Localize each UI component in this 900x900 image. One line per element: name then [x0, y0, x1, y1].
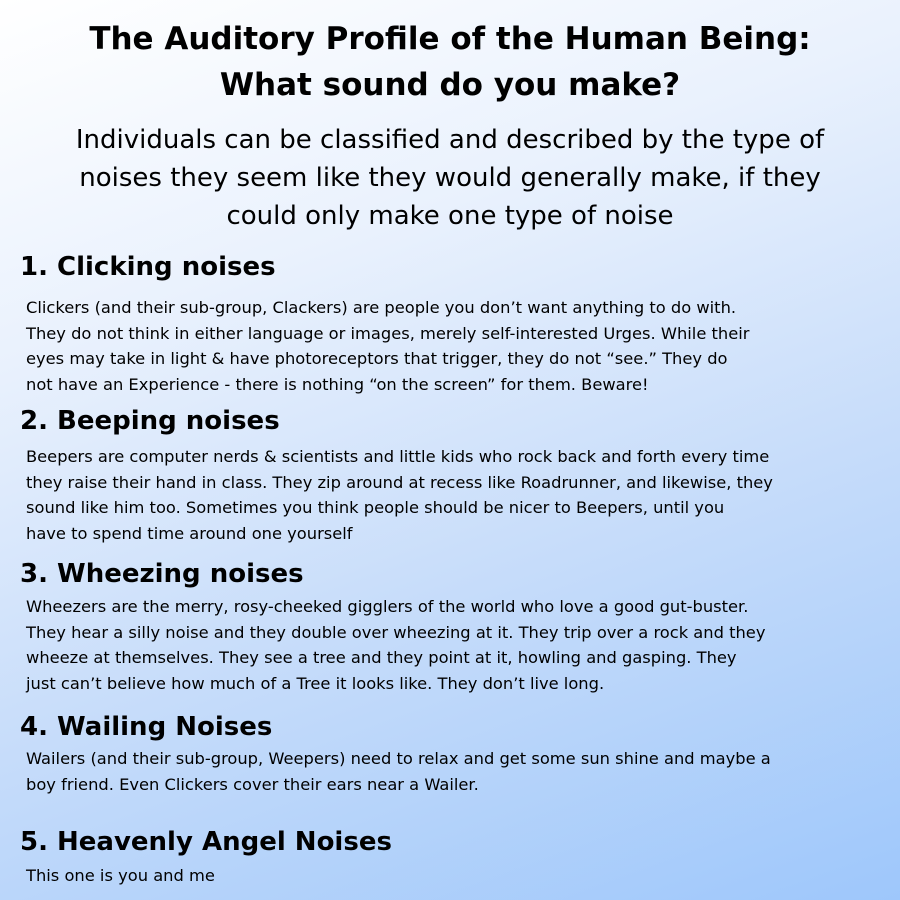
- body-line: just can’t believe how much of a Tree it looks like. They don’t live long.: [26, 673, 605, 693]
- body-line: This one is you and me: [26, 866, 215, 885]
- body-line: eyes may take in light & have photoreceptors that trigger, they do not “see.” They do: [26, 349, 728, 368]
- section-heading-heavenly: 5. Heavenly Angel Noises: [20, 827, 392, 857]
- body-line: Beepers are computer nerds & scientists and little kids who rock back and forth every time: [26, 447, 770, 466]
- subtitle-line-3: could only make one type of noise: [226, 201, 674, 231]
- section-heading-wailing: 4. Wailing Noises: [20, 712, 273, 742]
- section-heading-clicking: 1. Clicking noises: [20, 252, 276, 282]
- page-title: [0, 16, 900, 108]
- body-line: boy friend. Even Clickers cover their ears near a Wailer.: [26, 774, 479, 794]
- subtitle-line-2: noises they seem like they would generally make, if they: [79, 163, 821, 193]
- section-body-wailing: [26, 746, 890, 797]
- body-line: sound like him too. Sometimes you think people should be nicer to Beepers, until you: [26, 498, 725, 517]
- title-line-2: What sound do you make?: [219, 67, 681, 103]
- section-body-clicking: [26, 295, 890, 397]
- body-line: not have an Experience - there is nothing “on the screen” for them. Beware!: [26, 374, 649, 394]
- subtitle-line-1: Individuals can be classified and described by the type of: [75, 125, 825, 155]
- title-line-1: The Auditory Profile of the Human Being:: [89, 21, 811, 57]
- section-body-beeping: [26, 444, 890, 546]
- subtitle: [30, 121, 870, 235]
- body-line: Wheezers are the merry, rosy-cheeked gigglers of the world who love a good gut-buster.: [26, 597, 749, 616]
- body-line: Clickers (and their sub-group, Clackers) are people you don’t want anything to do with.: [26, 298, 737, 317]
- body-line: Wailers (and their sub-group, Weepers) need to relax and get some sun shine and maybe a: [26, 749, 771, 768]
- section-body-wheezing: [26, 594, 890, 696]
- body-line: wheeze at themselves. They see a tree and they point at it, howling and gasping. They: [26, 648, 737, 667]
- section-heading-beeping: 2. Beeping noises: [20, 406, 280, 436]
- body-line: they raise their hand in class. They zip around at recess like Roadrunner, and likewise, they: [26, 472, 773, 492]
- section-body-heavenly: [26, 863, 890, 889]
- section-heading-wheezing: 3. Wheezing noises: [20, 559, 304, 589]
- body-line: have to spend time around one yourself: [26, 523, 353, 543]
- body-line: They do not think in either language or images, merely self-interested Urges. While their: [26, 323, 750, 343]
- body-line: They hear a silly noise and they double over wheezing at it. They trip over a rock and they: [26, 622, 766, 642]
